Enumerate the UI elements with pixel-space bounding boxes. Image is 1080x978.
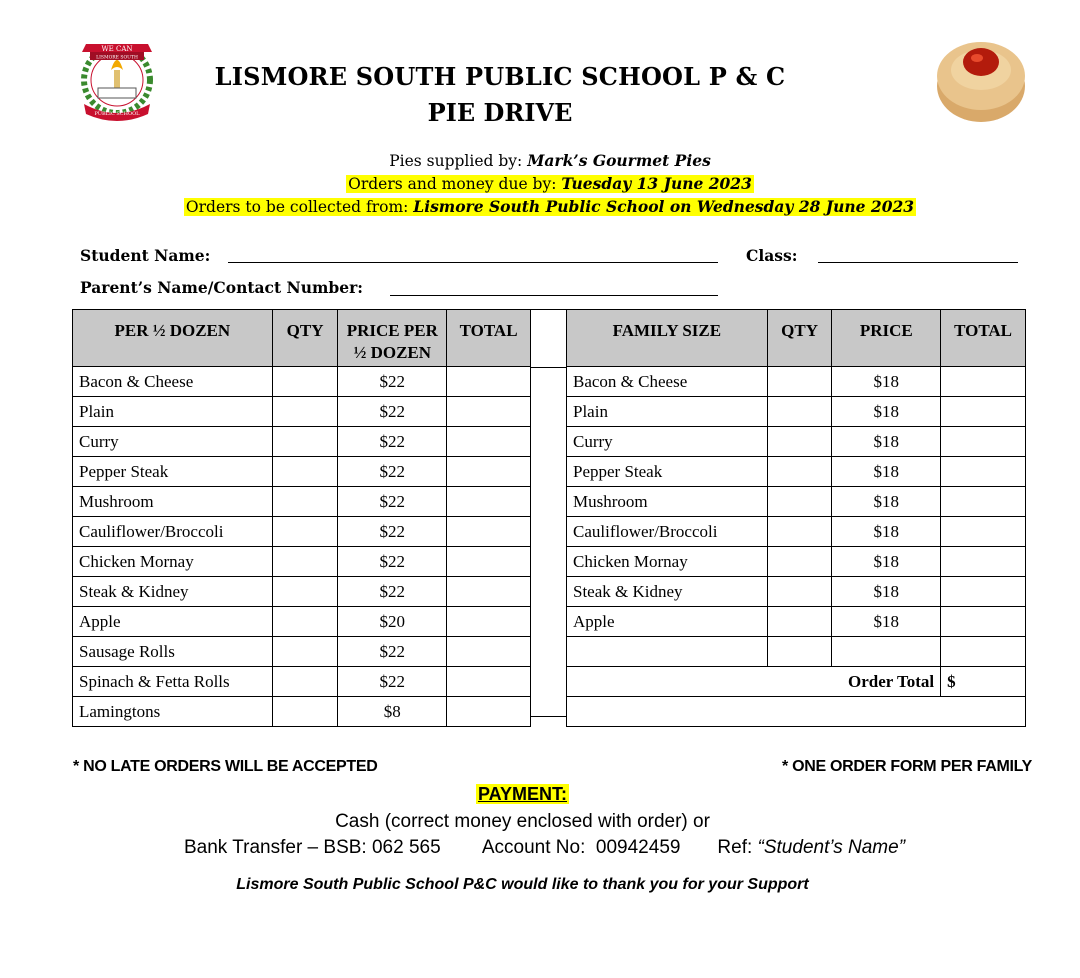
spacer-cell [531,397,567,426]
item-name: Apple [567,607,768,637]
price-cell: $18 [832,607,941,637]
order-total-value[interactable]: $ [941,667,1026,697]
total-cell[interactable] [941,547,1026,577]
qty-cell[interactable] [767,547,832,577]
spacer-cell [531,310,567,368]
total-cell[interactable] [941,607,1026,637]
total-cell[interactable] [447,577,531,607]
family-size-table [566,309,1026,727]
qty-cell[interactable] [272,667,338,697]
no-late-orders-note: * NO LATE ORDERS WILL BE ACCEPTED [73,758,378,775]
collect-label: Orders to be collected from: [185,198,414,216]
price-cell: $18 [832,577,941,607]
price-cell: $18 [832,547,941,577]
qty-cell[interactable] [272,577,338,607]
qty-cell[interactable] [272,367,338,397]
table-row [73,427,531,457]
spacer-header [531,310,567,368]
table-row [567,457,1026,487]
bank-ref-label: Ref: [717,837,758,858]
spacer-row [531,542,567,571]
total-cell[interactable] [941,367,1026,397]
per-half-dozen-table [72,309,531,727]
total-cell[interactable] [447,397,531,427]
item-name: Pepper Steak [567,457,768,487]
qty-cell[interactable] [767,367,832,397]
total-cell[interactable] [941,427,1026,457]
supplied-by [0,151,1080,170]
spacer-row [531,397,567,426]
class-label: Class: [746,246,798,265]
table-row [567,487,1026,517]
price-cell: $18 [832,367,941,397]
item-name: Bacon & Cheese [567,367,768,397]
table-row [567,607,1026,637]
table-row [73,547,531,577]
qty-cell[interactable] [767,517,832,547]
spacer-row [531,513,567,542]
table-row [567,577,1026,607]
table-row [567,367,1026,397]
total-cell[interactable] [447,697,531,727]
header-qty: QTY [767,310,832,367]
total-cell[interactable] [941,457,1026,487]
table-row [73,397,531,427]
class-field[interactable] [818,262,1018,263]
qty-cell[interactable] [272,607,338,637]
empty-cell [567,697,1026,727]
table-row [567,397,1026,427]
price-cell: $20 [338,607,447,637]
item-name: Cauliflower/Broccoli [567,517,768,547]
qty-cell[interactable] [767,637,832,667]
table-row [73,607,531,637]
title-pie-drive: PIE DRIVE [427,98,573,127]
due-value: Tuesday 13 June 2023 [561,174,752,193]
parent-name-label: Parent’s Name/Contact Number: [80,278,363,297]
total-cell[interactable] [941,487,1026,517]
spacer-cell [531,426,567,455]
table-row [73,667,531,697]
bank-ref-value: “Student’s Name” [757,837,906,858]
spacer-cell [531,687,567,717]
title-school: LISMORE SOUTH PUBLIC SCHOOL P & C [214,62,786,91]
qty-cell[interactable] [272,697,338,727]
collect-value: Lismore South Public School on Wednesday 28 June 2023 [413,197,915,216]
table-row [73,637,531,667]
due-label: Orders and money due by: [348,175,562,193]
bank-bsb: Bank Transfer – BSB: 062 565 [184,837,441,858]
logo-top-text: WE CAN [101,45,133,53]
qty-cell[interactable] [272,427,338,457]
spacer-cell [531,658,567,687]
item-name: Chicken Mornay [567,547,768,577]
table-row [73,487,531,517]
order-total-label: Order Total [567,667,941,697]
thank-you-text: Lismore South Public School P&C would like to thank you for your Support [236,876,809,893]
header-total: TOTAL [941,310,1026,367]
qty-cell[interactable] [272,457,338,487]
qty-cell[interactable] [767,397,832,427]
table-row [73,697,531,727]
spacer-row [531,629,567,658]
item-name: Mushroom [567,487,768,517]
price-cell: $22 [338,487,447,517]
item-name: Plain [567,397,768,427]
spacer-row [531,368,567,398]
one-form-note: * ONE ORDER FORM PER FAMILY [782,758,1033,775]
spacer-row [531,600,567,629]
price-cell: $22 [338,397,447,427]
item-name: Sausage Rolls [73,637,273,667]
table-row [567,427,1026,457]
header-price: PRICE [832,310,941,367]
item-name: Steak & Kidney [567,577,768,607]
item-name: Pepper Steak [73,457,273,487]
price-cell: $22 [338,367,447,397]
price-cell: $18 [832,427,941,457]
table-row [73,517,531,547]
total-cell[interactable] [447,547,531,577]
payment-label: PAYMENT: [477,784,567,804]
total-cell[interactable] [941,397,1026,427]
item-name: Mushroom [73,487,273,517]
qty-cell[interactable] [272,547,338,577]
item-name: Bacon & Cheese [73,367,273,397]
qty-cell[interactable] [272,397,338,427]
price-cell[interactable] [832,637,941,667]
qty-cell[interactable] [272,487,338,517]
item-name: Cauliflower/Broccoli [73,517,273,547]
table-row [567,517,1026,547]
total-cell[interactable] [941,517,1026,547]
table-row [567,547,1026,577]
spacer-row [531,571,567,600]
price-cell: $22 [338,517,447,547]
header-total: TOTAL [447,310,531,367]
collect-from [0,197,1080,216]
price-cell: $18 [832,487,941,517]
price-cell: $22 [338,457,447,487]
spacer-row [531,658,567,687]
spacer-row [531,484,567,513]
total-cell[interactable] [447,487,531,517]
price-cell: $22 [338,577,447,607]
total-cell[interactable] [447,367,531,397]
table-row [73,457,531,487]
item-name [567,637,768,667]
spacer-row [531,455,567,484]
price-cell: $22 [338,427,447,457]
item-name: Curry [567,427,768,457]
blank-row [567,637,1026,667]
spacer-cell [531,600,567,629]
qty-cell[interactable] [272,637,338,667]
price-cell: $18 [832,457,941,487]
parent-contact-field[interactable] [390,295,718,296]
supplied-value: Mark’s Gourmet Pies [527,151,711,170]
table-row [73,367,531,397]
item-name: Chicken Mornay [73,547,273,577]
logo-bottom-text: PUBLIC SCHOOL [94,111,140,117]
item-name: Steak & Kidney [73,577,273,607]
table-row [73,577,531,607]
total-cell[interactable] [447,607,531,637]
order-total-row [567,667,1026,697]
item-name: Apple [73,607,273,637]
spacer-row [531,426,567,455]
spacer-cell [531,368,567,398]
total-cell[interactable] [447,457,531,487]
total-cell[interactable] [447,637,531,667]
supplied-label: Pies supplied by: [389,152,528,170]
qty-cell[interactable] [767,577,832,607]
price-cell: $18 [832,517,941,547]
spacer-cell [531,484,567,513]
price-cell: $8 [338,697,447,727]
item-name: Curry [73,427,273,457]
spacer-cell [531,542,567,571]
spacer-cell [531,629,567,658]
qty-cell[interactable] [767,457,832,487]
logo-sub-text: LISMORE SOUTH [96,55,138,61]
right-table-header-row [567,310,1026,367]
item-name: Plain [73,397,273,427]
total-cell[interactable] [447,427,531,457]
header-qty: QTY [272,310,338,367]
qty-cell[interactable] [767,487,832,517]
total-cell[interactable] [447,517,531,547]
student-name-label: Student Name: [80,246,211,265]
spacer-row [531,687,567,717]
header-price-per-half-dozen: PRICE PER ½ DOZEN [338,310,447,367]
spacer-cell [531,571,567,600]
item-name: Spinach & Fetta Rolls [73,667,273,697]
due-by [0,174,1080,193]
spacer-cell [531,513,567,542]
price-cell: $22 [338,667,447,697]
table-spacer [530,309,567,717]
qty-cell[interactable] [767,427,832,457]
price-cell: $18 [832,397,941,427]
student-name-field[interactable] [228,262,718,263]
total-cell[interactable] [941,577,1026,607]
total-cell[interactable] [447,667,531,697]
header-family-size: FAMILY SIZE [567,310,768,367]
item-name: Lamingtons [73,697,273,727]
price-cell: $22 [338,637,447,667]
bank-account: Account No: 00942459 [481,837,681,858]
total-cell[interactable] [941,637,1026,667]
left-table-header-row [73,310,531,367]
qty-cell[interactable] [272,517,338,547]
cash-text: Cash (correct money enclosed with order) or [335,811,710,832]
payment-heading [0,784,1045,805]
empty-row [567,697,1026,727]
price-cell: $22 [338,547,447,577]
header-per-half-dozen: PER ½ DOZEN [73,310,273,367]
bank-transfer-line [184,837,905,859]
spacer-cell [531,455,567,484]
qty-cell[interactable] [767,607,832,637]
